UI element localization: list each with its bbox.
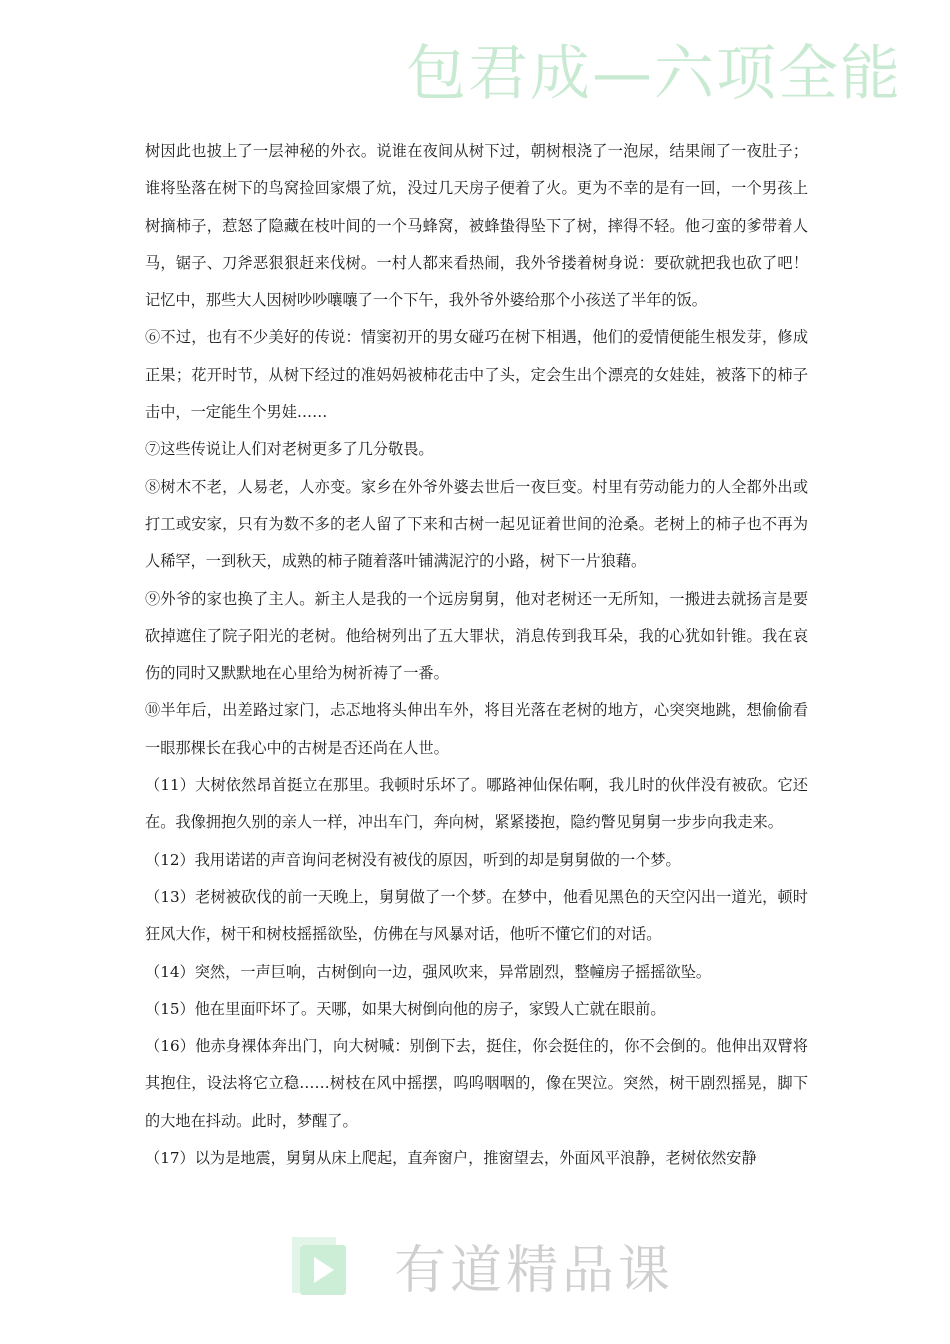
paragraph: ⑩半年后，出差路过家门，忐忑地将头伸出车外，将目光落在老树的地方，心突突地跳，想偷偷看一眼那棵长在我心中的古树是否还尚在人世。 (145, 701, 808, 757)
document-body (145, 133, 808, 1177)
paragraph: （14）突然，一声巨响，古树倒向一边，强风吹来，异常剧烈，整幢房子摇摇欲坠。 (145, 962, 712, 981)
paragraph: （15）他在里面吓坏了。天哪，如果大树倒向他的房子，家毁人亡就在眼前。 (145, 999, 666, 1018)
paragraph: （16）他赤身裸体奔出门，向大树喊：别倒下去，挺住，你会挺住的，你不会倒的。他伸出双臂将其抱住，设法将它立稳……树枝在风中摇摆，呜呜咽咽的，像在哭泣。突然，树干剧烈摇晃，脚下的大地在抖动。此时，梦醒了。 (145, 1037, 808, 1130)
footer-watermark-text: 有道精品课 (394, 1241, 675, 1301)
paragraph: ⑦这些传说让人们对老树更多了几分敬畏。 (145, 440, 434, 459)
paragraph: （13）老树被砍伐的前一天晚上，舅舅做了一个梦。在梦中，他看见黑色的天空闪出一道光，顿时狂风大作，树干和树枝摇摇欲坠，仿佛在与风暴对话，他听不懂它们的对话。 (145, 887, 808, 944)
youdao-play-logo-icon (286, 1233, 352, 1299)
paragraph: 树因此也披上了一层神秘的外衣。说谁在夜间从树下过，朝树根浇了一泡尿，结果闹了一夜肚子；谁将坠落在树下的鸟窝捡回家煨了炕，没过几天房子便着了火。更为不幸的是有一回，一个男孩上树摘柿子，惹怒了隐藏在枝叶间的一个马蜂窝，被蜂蛰得坠下了树，摔得不轻。他刁蛮的爹带着人马，锯子、刀斧恶狠狠赶来伐树。一村人都来看热闹，我外爷搂着树身说：要砍就把我也砍了吧！记忆中，那些大人因树吵吵嚷嚷了一个下午，我外爷外婆给那个小孩送了半年的饭。 (145, 142, 808, 310)
paragraph: （17）以为是地震，舅舅从床上爬起，直奔窗户，推窗望去，外面风平浪静，老树依然安静 (145, 1149, 757, 1168)
paragraph: ⑥不过，也有不少美好的传说：情窦初开的男女碰巧在树下相遇，他们的爱情便能生根发芽，修成正果；花开时节，从树下经过的准妈妈被柿花击中了头，定会生出个漂亮的女娃娃，被落下的柿子击中，一定能生个男娃…… (145, 328, 808, 422)
paragraph: （11）大树依然昂首挺立在那里。我顿时乐坏了。哪路神仙保佑啊，我儿时的伙伴没有被砍。它还在。我像拥抱久别的亲人一样，冲出车门，奔向树，紧紧搂抱，隐约瞥见舅舅一步步向我走来。 (145, 776, 808, 832)
paragraph: ⑨外爷的家也换了主人。新主人是我的一个远房舅舅，他对老树还一无所知，一搬进去就扬言是要砍掉遮住了院子阳光的老树。他给树列出了五大罪状，消息传到我耳朵，我的心犹如针锥。我在哀伤的同时又默默地在心里给为树祈祷了一番。 (145, 589, 808, 683)
paragraph: ⑧树木不老，人易老，人亦变。家乡在外爷外婆去世后一夜巨变。村里有劳动能力的人全都外出或打工或安家，只有为数不多的老人留了下来和古树一起见证着世间的沧桑。老树上的柿子也不再为人稀罕，一到秋天，成熟的柿子随着落叶铺满泥泞的小路，树下一片狼藉。 (145, 477, 808, 571)
paragraph: （12）我用诺诺的声音询问老树没有被伐的原因，听到的却是舅舅做的一个梦。 (145, 850, 681, 869)
footer-watermark (286, 1228, 674, 1303)
header-watermark: 包君成—六项全能 (406, 39, 902, 109)
